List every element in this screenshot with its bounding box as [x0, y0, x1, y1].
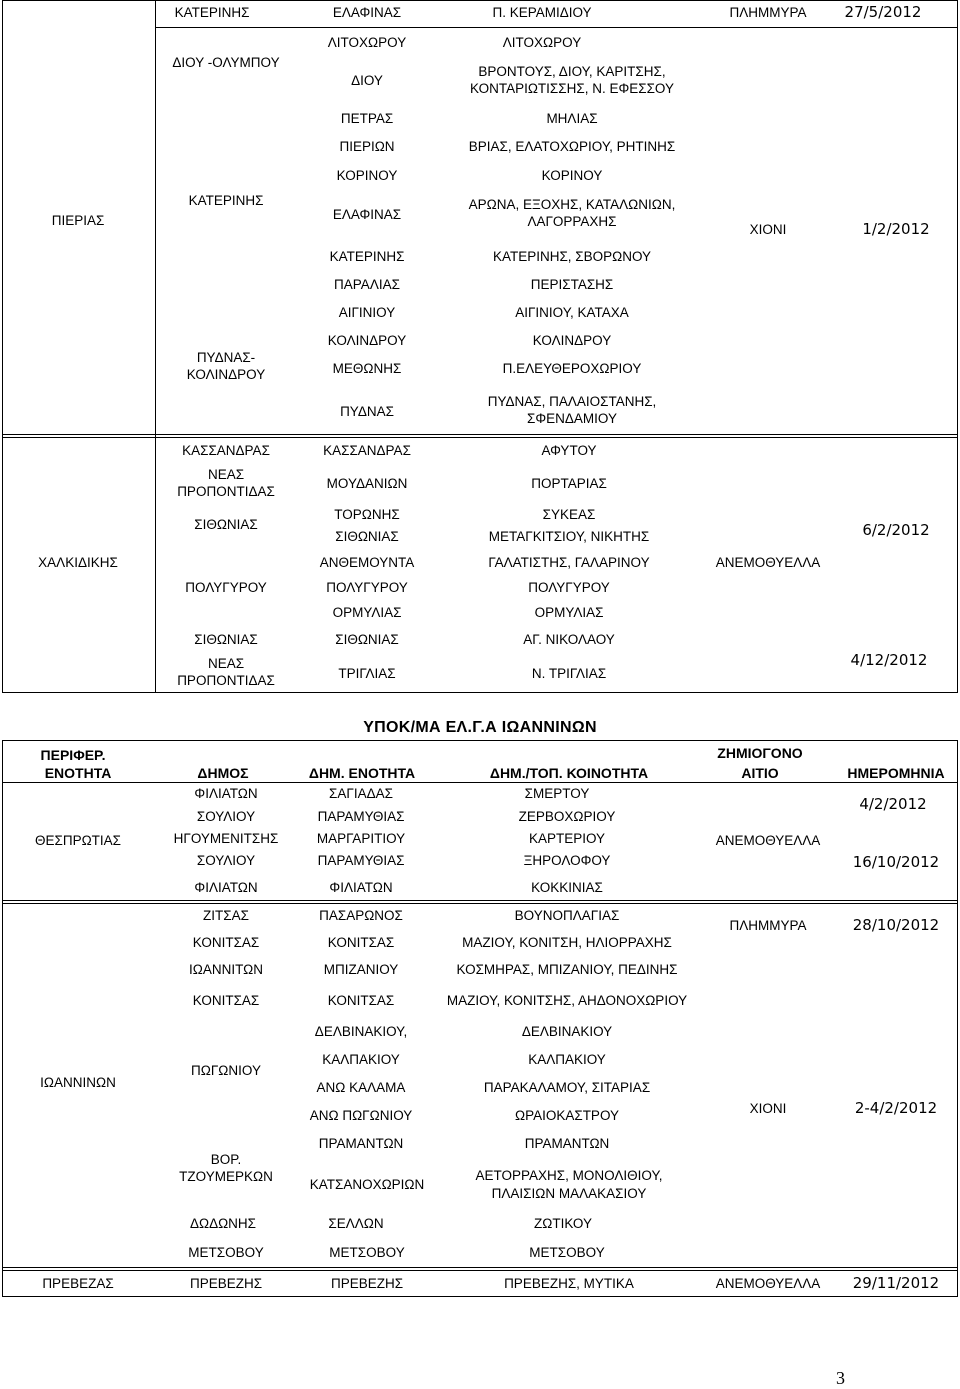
koinotita-cell: ΠΟΛΥΓΥΡΟΥ [528, 580, 610, 595]
enotita-cell: ΑΝΘΕΜΟΥΝΤΑ [319, 555, 415, 570]
koinotita-cell: ΖΕΡΒΟΧΩΡΙΟΥ [518, 809, 616, 824]
koinotita-row: ΛΑΓΟΡΡΑΧΗΣ [527, 214, 617, 229]
dimos-cell: ΠΡΟΠΟΝΤΙΔΑΣ [177, 673, 275, 688]
dimos-katerinis: ΚΑΤΕΡΙΝΗΣ [188, 193, 264, 208]
koinotita-cell: ΓΑΛΑΤΙΣΤΗΣ, ΓΑΛΑΡΙΝΟΥ [488, 555, 650, 570]
header-perifer-2: ΕΝΟΤΗΤΑ [44, 765, 112, 781]
koinotita-row: ΜΗΛΙΑΣ [546, 111, 598, 126]
enotita-cell: ΦΙΛΙΑΤΩΝ [329, 880, 393, 895]
header-koinotita: ΔΗΜ./ΤΟΠ. ΚΟΙΝΟΤΗΤΑ [489, 765, 649, 781]
enotita-row: ΕΛΑΦΙΝΑΣ [332, 207, 402, 222]
koinotita-cell: ΜΑΖΙΟΥ, ΚΟΝΙΤΣΗΣ, ΑΗΔΟΝΟΧΩΡΙΟΥ [446, 993, 688, 1008]
header-aitio: ΖΗΜΙΟΓΟΝΟ [717, 745, 803, 761]
date-thesprotias-1: 4/2/2012 [859, 795, 927, 813]
koinotita-row: ΚΟΡΙΝΟΥ [541, 168, 603, 183]
dimos-cell: ΣΟΥΛΙΟΥ [196, 853, 256, 868]
koinotita-cell: ΜΑΖΙΟΥ, ΚΟΝΙΤΣΗ, ΗΛΙΟΡΡΑΧΗΣ [462, 935, 672, 950]
cell-aitio: ΠΛΗΜΜΥΡΑ [729, 5, 807, 20]
enotita-cell: ΣΙΘΩΝΙΑΣ [335, 632, 399, 647]
enotita-row: ΠΕΤΡΑΣ [340, 111, 394, 126]
perifer-prevezas: ΠΡΕΒΕΖΑΣ [42, 1276, 114, 1291]
koinotita-row: ΚΑΤΕΡΙΝΗΣ, ΣΒΟΡΩΝΟΥ [492, 249, 652, 264]
enotita-cell: ΠΡΕΒΕΖΗΣ [330, 1276, 404, 1291]
header-aitio-2: ΑΙΤΙΟ [741, 765, 779, 781]
perifer-ioanninon: ΙΩΑΝΝΙΝΩΝ [40, 1075, 116, 1090]
enotita-cell: ΑΝΩ ΠΩΓΩΝΙΟΥ [309, 1108, 413, 1123]
koinotita-row: ΒΡΙΑΣ, ΕΛΑΤΟΧΩΡΙΟΥ, ΡΗΤΙΝΗΣ [468, 139, 676, 154]
dimos-diou-olympou: ΔΙΟΥ -ΟΛΥΜΠΟΥ [172, 55, 280, 70]
enotita-cell: ΜΟΥΔΑΝΙΩΝ [326, 476, 408, 491]
date-pierias: 1/2/2012 [862, 220, 930, 238]
koinotita-cell: ΔΕΛΒΙΝΑΚΙΟΥ [521, 1024, 613, 1039]
koinotita-cell: ΞΗΡΟΛΟΦΟΥ [523, 853, 611, 868]
dimos-pogoniou: ΠΩΓΩΝΙΟΥ [191, 1063, 261, 1078]
koinotita-row: ΛΙΤΟΧΩΡΟΥ [502, 35, 582, 50]
koinotita-cell: ΠΑΡΑΚΑΛΑΜΟΥ, ΣΙΤΑΡΙΑΣ [483, 1080, 651, 1095]
enotita-cell: ΜΕΤΣΟΒΟΥ [329, 1245, 405, 1260]
enotita-row: ΠΙΕΡΙΩΝ [339, 139, 395, 154]
dimos-cell: ΠΟΛΥΓΥΡΟΥ [185, 580, 267, 595]
enotita-cell: ΠΡΑΜΑΝΤΩΝ [318, 1136, 404, 1151]
header-dimos: ΔΗΜΟΣ [197, 765, 249, 781]
koinotita-cell: ΠΟΡΤΑΡΙΑΣ [531, 476, 607, 491]
enotita-cell: ΑΝΩ ΚΑΛΑΜΑ [316, 1080, 406, 1095]
date-prevezas: 29/11/2012 [852, 1274, 940, 1292]
cell-koinotita: Π. ΚΕΡΑΜΙΔΙΟΥ [492, 5, 592, 20]
dimos-cell: ΖΙΤΣΑΣ [203, 908, 249, 923]
cell-dimos: ΚΑΤΕΡΙΝΗΣ [174, 5, 250, 20]
dimos-cell: ΣΟΥΛΙΟΥ [196, 809, 256, 824]
perifer-thesprotias: ΘΕΣΠΡΩΤΙΑΣ [34, 833, 122, 848]
koinotita-row: ΚΟΝΤΑΡΙΩΤΙΣΣΗΣ, Ν. ΕΦΕΣΣΟΥ [469, 81, 675, 96]
aitio-chalkidikis: ΑΝΕΜΟΘΥΕΛΛΑ [715, 555, 821, 570]
dimos-cell: ΚΟΝΙΤΣΑΣ [192, 993, 260, 1008]
aitio-thesprotias: ΑΝΕΜΟΘΥΕΛΛΑ [715, 833, 821, 848]
koinotita-cell: ΖΩΤΙΚΟΥ [534, 1216, 592, 1231]
koinotita-cell: ΑΕΤΟΡΡΑΧΗΣ, ΜΟΝΟΛΙΘΙΟΥ, [475, 1168, 663, 1183]
aitio-pierias: ΧΙΟΝΙ [749, 222, 787, 237]
dimos-cell: ΙΩΑΝΝΙΤΩΝ [189, 962, 263, 977]
enotita-cell: ΠΟΛΥΓΥΡΟΥ [326, 580, 408, 595]
dimos-pydnas-2: ΚΟΛΙΝΔΡΟΥ [186, 367, 266, 382]
koinotita-cell: ΠΛΑΙΣΙΩΝ ΜΑΛΑΚΑΣΙΟΥ [491, 1186, 647, 1201]
koinotita-row: ΑΡΩΝΑ, ΕΞΟΧΗΣ, ΚΑΤΑΛΩΝΙΩΝ, [468, 197, 676, 212]
koinotita-cell: ΣΥΚΕΑΣ [542, 507, 596, 522]
enotita-cell: ΜΑΡΓΑΡΙΤΙΟΥ [316, 831, 406, 846]
dimos-cell: ΣΙΘΩΝΙΑΣ [194, 517, 258, 532]
dimos-vor: ΒΟΡ. [210, 1152, 242, 1167]
koinotita-cell: Ν. ΤΡΙΓΛΙΑΣ [531, 666, 607, 681]
enotita-cell: ΔΕΛΒΙΝΑΚΙΟΥ, [314, 1024, 408, 1039]
dimos-cell: ΔΩΔΩΝΗΣ [189, 1216, 257, 1231]
aitio-ioanninon-1: ΠΛΗΜΜΥΡΑ [729, 918, 807, 933]
date-ioanninon-1: 28/10/2012 [852, 916, 940, 934]
dimos-cell: ΝΕΑΣ [207, 656, 245, 671]
koinotita-row: ΒΡΟΝΤΟΥΣ, ΔΙΟΥ, ΚΑΡΙΤΣΗΣ, [478, 64, 666, 79]
koinotita-cell: ΠΡΕΒΕΖΗΣ, ΜΥΤΙΚΑ [504, 1276, 634, 1291]
enotita-cell: ΠΑΡΑΜΥΘΙΑΣ [317, 809, 405, 824]
koinotita-cell: ΣΜΕΡΤΟΥ [524, 786, 590, 801]
dimos-cell: ΦΙΛΙΑΤΩΝ [194, 880, 258, 895]
koinotita-row: ΚΟΛΙΝΔΡΟΥ [532, 333, 612, 348]
enotita-cell: ΚΟΝΙΤΣΑΣ [327, 993, 395, 1008]
enotita-row: ΠΥΔΝΑΣ [340, 404, 394, 419]
date-ioanninon-2: 2-4/2/2012 [854, 1099, 938, 1117]
enotita-row: ΜΕΘΩΝΗΣ [332, 361, 402, 376]
perifer-pierias: ΠΙΕΡΙΑΣ [51, 213, 105, 228]
koinotita-row: Π.ΕΛΕΥΘΕΡΟΧΩΡΙΟΥ [502, 361, 642, 376]
koinotita-row: ΠΕΡΙΣΤΑΣΗΣ [530, 277, 614, 292]
enotita-row: ΚΟΡΙΝΟΥ [336, 168, 398, 183]
page-number: 3 [836, 1368, 845, 1388]
date-thesprotias-2: 16/10/2012 [852, 853, 940, 871]
dimos-cell: ΣΙΘΩΝΙΑΣ [194, 632, 258, 647]
enotita-row: ΠΑΡΑΛΙΑΣ [334, 277, 400, 292]
enotita-row: ΑΙΓΙΝΙΟΥ [338, 305, 396, 320]
dimos-cell: ΚΑΣΣΑΝΔΡΑΣ [182, 443, 270, 458]
dimos-cell: ΠΡΟΠΟΝΤΙΔΑΣ [177, 484, 275, 499]
header-enotita: ΔΗΜ. ΕΝΟΤΗΤΑ [308, 765, 416, 781]
enotita-cell: ΣΑΓΙΑΔΑΣ [329, 786, 393, 801]
enotita-cell: ΤΡΙΓΛΙΑΣ [338, 666, 396, 681]
dimos-pydnas: ΠΥΔΝΑΣ- [196, 350, 256, 365]
koinotita-cell: ΑΓ. ΝΙΚΟΛΑΟΥ [523, 632, 615, 647]
cell-enotita: ΕΛΑΦΙΝΑΣ [332, 5, 402, 20]
dimos-cell: ΝΕΑΣ [207, 467, 245, 482]
koinotita-cell: ΜΕΤΣΟΒΟΥ [529, 1245, 605, 1260]
dimos-cell: ΚΟΝΙΤΣΑΣ [192, 935, 260, 950]
enotita-cell: ΠΑΡΑΜΥΘΙΑΣ [317, 853, 405, 868]
koinotita-cell: ΩΡΑΙΟΚΑΣΤΡΟΥ [514, 1108, 620, 1123]
enotita-cell: ΣΕΛΛΩΝ [328, 1216, 384, 1231]
date-chalkidikis-2: 4/12/2012 [850, 651, 928, 669]
koinotita-cell: ΒΟΥΝΟΠΛΑΓΙΑΣ [514, 908, 620, 923]
koinotita-row: ΠΥΔΝΑΣ, ΠΑΛΑΙΟΣΤΑΝΗΣ, [487, 394, 657, 409]
aitio-prevezas: ΑΝΕΜΟΘΥΕΛΛΑ [715, 1276, 821, 1291]
enotita-cell: ΚΑΤΣΑΝΟΧΩΡΙΩΝ [309, 1177, 425, 1192]
koinotita-cell: ΜΕΤΑΓΚΙΤΣΙΟΥ, ΝΙΚΗΤΗΣ [488, 529, 650, 544]
koinotita-cell: ΑΦΥΤΟΥ [541, 443, 597, 458]
dimos-cell: ΗΓΟΥΜΕΝΙΤΣΗΣ [173, 831, 279, 846]
cell-date: 27/5/2012 [844, 3, 922, 21]
perifer-chalkidikis: ΧΑΛΚΙΔΙΚΗΣ [38, 555, 118, 570]
enotita-row: ΚΑΤΕΡΙΝΗΣ [329, 249, 405, 264]
dimos-cell: ΦΙΛΙΑΤΩΝ [194, 786, 258, 801]
koinotita-cell: ΚΑΡΤΕΡΙΟΥ [528, 831, 606, 846]
koinotita-row: ΣΦΕΝΔΑΜΙΟΥ [527, 411, 617, 426]
header-perifer: ΠΕΡΙΦΕΡ. [40, 747, 106, 763]
enotita-cell: ΟΡΜΥΛΙΑΣ [332, 605, 402, 620]
koinotita-cell: ΚΑΛΠΑΚΙΟΥ [528, 1052, 606, 1067]
dimos-vor-2: ΤΖΟΥΜΕΡΚΩΝ [179, 1169, 273, 1184]
enotita-cell: ΜΠΙΖΑΝΙΟΥ [323, 962, 399, 977]
enotita-cell: ΚΑΛΠΑΚΙΟΥ [322, 1052, 400, 1067]
dimos-cell: ΠΡΕΒΕΖΗΣ [189, 1276, 263, 1291]
enotita-cell: ΣΙΘΩΝΙΑΣ [335, 529, 399, 544]
enotita-cell: ΠΑΣΑΡΩΝΟΣ [319, 908, 403, 923]
enotita-cell: ΚΟΝΙΤΣΑΣ [327, 935, 395, 950]
enotita-row: ΚΟΛΙΝΔΡΟΥ [327, 333, 407, 348]
koinotita-cell: ΠΡΑΜΑΝΤΩΝ [524, 1136, 610, 1151]
dimos-cell: ΜΕΤΣΟΒΟΥ [188, 1245, 264, 1260]
aitio-ioanninon-2: ΧΙΟΝΙ [749, 1101, 787, 1116]
koinotita-row: ΑΙΓΙΝΙΟΥ, ΚΑΤΑΧΑ [515, 305, 629, 320]
koinotita-cell: ΚΟΚΚΙΝΙΑΣ [531, 880, 603, 895]
table-title: ΥΠΟΚ/ΜΑ ΕΛ.Γ.Α ΙΩΑΝΝΙΝΩΝ [363, 719, 597, 736]
koinotita-cell: ΚΟΣΜΗΡΑΣ, ΜΠΙΖΑΝΙΟΥ, ΠΕΔΙΝΗΣ [456, 962, 678, 977]
header-date: ΗΜΕΡΟΜΗΝΙΑ [847, 765, 945, 781]
enotita-row: ΔΙΟΥ [351, 73, 383, 88]
koinotita-cell: ΟΡΜΥΛΙΑΣ [534, 605, 604, 620]
enotita-row: ΛΙΤΟΧΩΡΟΥ [327, 35, 407, 50]
enotita-cell: ΚΑΣΣΑΝΔΡΑΣ [323, 443, 411, 458]
date-chalkidikis-1: 6/2/2012 [862, 521, 930, 539]
enotita-cell: ΤΟΡΩΝΗΣ [334, 507, 400, 522]
